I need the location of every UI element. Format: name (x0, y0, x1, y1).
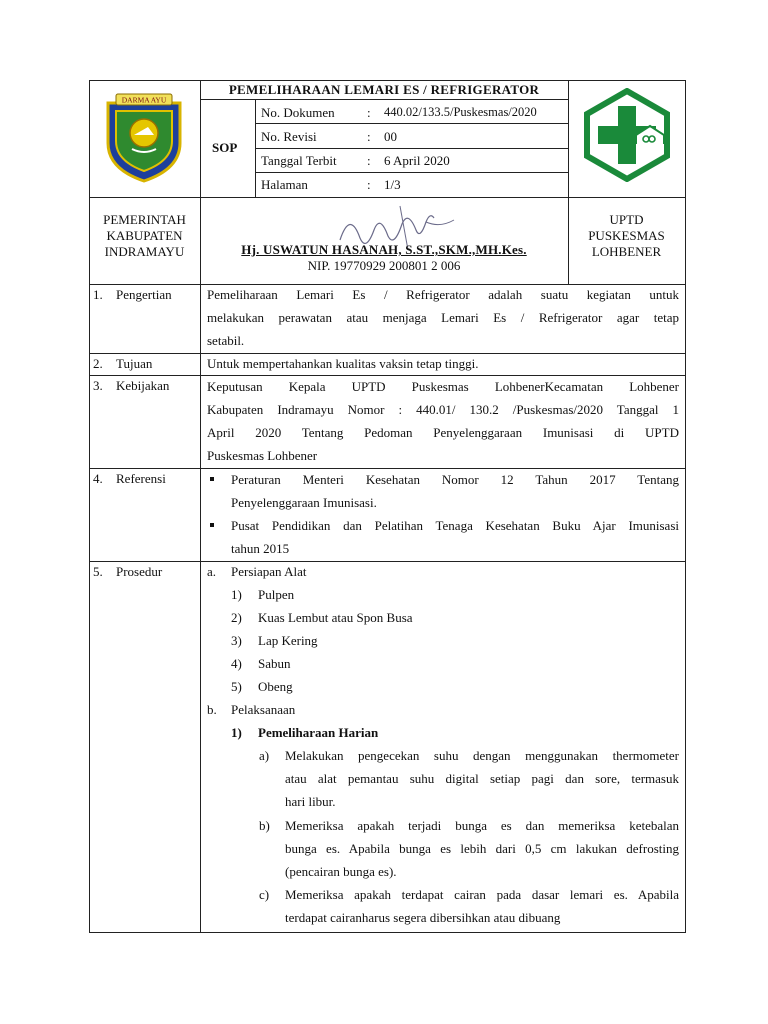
signer-nip: NIP. 19770929 200801 2 006 (307, 258, 461, 273)
meta-label: Halaman (261, 177, 308, 192)
meta-label: No. Dokumen (261, 105, 335, 120)
step-heading: Pelaksanaan (231, 702, 296, 717)
section-label: Kebijakan (116, 378, 170, 393)
step-heading: Persiapan Alat (231, 564, 307, 579)
tool-item: Obeng (258, 679, 293, 694)
meta-sep: : (367, 105, 371, 120)
section-text-line: Puskesmas Lohbener (207, 448, 318, 463)
section-text-line: melakukan perawatan atau menjaga Lemari Es / Refrigerator agar tetap (207, 310, 679, 325)
tool-item: Kuas Lembut atau Spon Busa (258, 610, 413, 625)
section-label: Tujuan (116, 356, 153, 371)
tool-number: 2) (231, 610, 242, 625)
sop-label: SOP (212, 140, 238, 155)
bullet-marker (210, 477, 214, 481)
frame-right (685, 80, 686, 933)
section-text-line: Kabupaten Indramayu Nomor : 440.01/ 130.2 /Puskesmas/2020 Tanggal 1 (207, 402, 679, 417)
reference-line: tahun 2015 (231, 541, 290, 556)
gov-line: INDRAMAYU (104, 244, 185, 259)
unit-line: PUSKESMAS (588, 228, 665, 243)
meta-line-2 (255, 148, 568, 149)
section-text-line: April 2020 Tentang Pedoman Penyelenggaraan Imunisasi di UPTD (207, 425, 679, 440)
section-number: 3. (93, 378, 103, 393)
meta-sep: : (367, 153, 371, 168)
signer-name: Hj. USWATUN HASANAH, S.ST.,SKM.,MH.Kes. (241, 242, 527, 257)
section-text-line: Pemeliharaan Lemari Es / Refrigerator adalah suatu kegiatan untuk (207, 287, 679, 302)
reference-line: Peraturan Menteri Kesehatan Nomor 12 Tahun 2017 Tentang (231, 472, 679, 487)
procedure-line: Melakukan pengecekan suhu dengan menggunakan thermometer (285, 748, 679, 763)
section-label: Referensi (116, 471, 166, 486)
meta-line-1 (255, 123, 568, 124)
unit-line: LOHBENER (591, 244, 662, 259)
step-marker: b. (207, 702, 217, 717)
frame-left (89, 80, 90, 933)
section-number: 1. (93, 287, 103, 302)
section-line-4 (89, 561, 686, 562)
col-divider-left (200, 80, 201, 933)
substep-marker: 1) (231, 725, 242, 740)
tool-number: 1) (231, 587, 242, 602)
procedure-line: (pencairan bunga es). (285, 864, 397, 879)
section-number: 2. (93, 356, 103, 371)
tool-number: 3) (231, 633, 242, 648)
procedure-line: Memeriksa apakah terjadi bunga es dan memeriksa ketebalan (285, 818, 679, 833)
tool-item: Pulpen (258, 587, 295, 602)
meta-value: 1/3 (384, 177, 401, 192)
puskesmas-cross-logo-icon (584, 88, 670, 182)
section-number: 5. (93, 564, 103, 579)
procedure-marker: b) (259, 818, 270, 833)
tool-number: 4) (231, 656, 242, 671)
meta-value: 6 April 2020 (384, 153, 450, 168)
unit-line: UPTD (609, 212, 644, 227)
meta-label: No. Revisi (261, 129, 317, 144)
frame-bottom (89, 932, 686, 933)
gov-line: PEMERINTAH (103, 212, 186, 227)
meta-label: Tanggal Terbit (261, 153, 337, 168)
section-number: 4. (93, 471, 103, 486)
frame-top (89, 80, 686, 81)
left-logo (102, 91, 186, 183)
procedure-line: atau alat pemantau suhu digital setiap pagi dan sore, termasuk (285, 771, 679, 786)
tool-item: Lap Kering (258, 633, 318, 648)
section-text-line: setabil. (207, 333, 245, 348)
reference-line: Pusat Pendidikan dan Pelatihan Tenaga Kesehatan Buku Ajar Imunisasi (231, 518, 679, 533)
procedure-line: bunga es. Apabila bunga es lebih dari 0,5 cm lakukan defrosting (285, 841, 679, 856)
step-marker: a. (207, 564, 217, 579)
right-logo (584, 88, 670, 182)
section-text-line: Keputusan Kepala UPTD Puskesmas LohbenerKecamatan Lohbener (207, 379, 679, 394)
tool-number: 5) (231, 679, 242, 694)
tool-item: Sabun (258, 656, 291, 671)
section-line-1 (89, 353, 686, 354)
procedure-marker: c) (259, 887, 270, 902)
meta-line-3 (255, 172, 568, 173)
page-title: PEMELIHARAAN LEMARI ES / REFRIGERATOR (228, 82, 540, 97)
procedure-marker: a) (259, 748, 270, 763)
section-label: Pengertian (116, 287, 172, 302)
meta-value: 00 (384, 129, 397, 144)
procedure-line: Memeriksa apakah terdapat cairan pada dasar lemari es. Apabila (285, 887, 679, 902)
substep-heading: Pemeliharaan Harian (258, 725, 379, 740)
gov-line: KABUPATEN (106, 228, 183, 243)
procedure-line: terdapat cairanharus segera dibersihkan atau dibuang (285, 910, 561, 925)
header-bottom-line (89, 197, 686, 198)
section-label: Prosedur (116, 564, 163, 579)
svg-text:DARMA AYU: DARMA AYU (121, 95, 167, 105)
bullet-marker (210, 523, 214, 527)
meta-sep: : (367, 177, 371, 192)
meta-value: 440.02/133.5/Puskesmas/2020 (384, 105, 537, 119)
meta-sep: : (367, 129, 371, 144)
section-text-line: Untuk mempertahankan kualitas vaksin tetap tinggi. (207, 356, 479, 371)
reference-line: Penyelenggaraan Imunisasi. (231, 495, 377, 510)
regency-emblem-icon (102, 91, 186, 183)
procedure-line: hari libur. (285, 794, 336, 809)
